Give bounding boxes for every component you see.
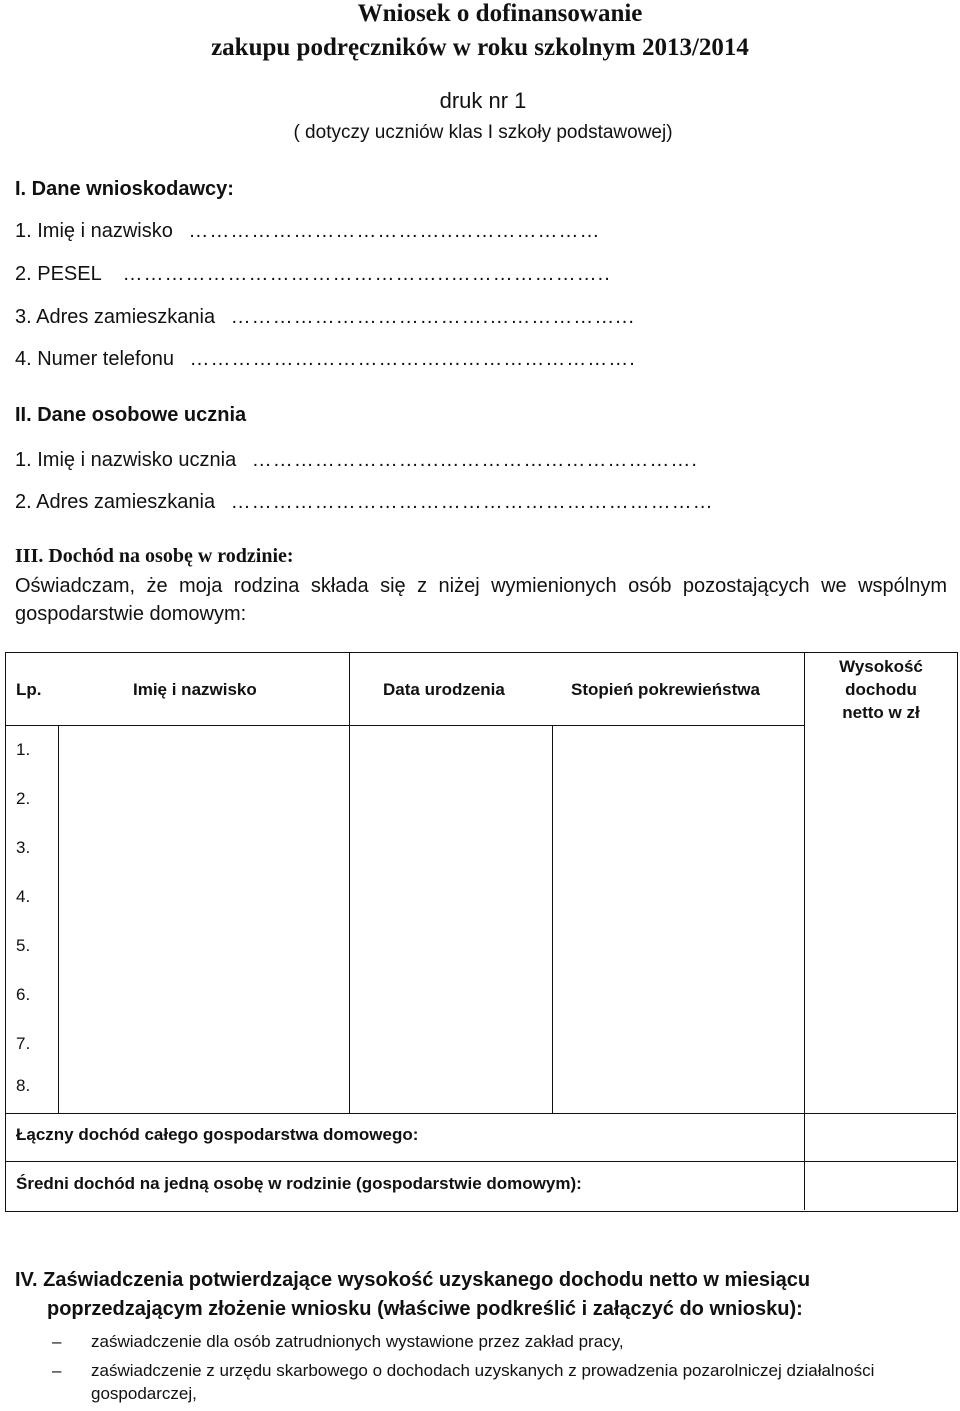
applicant-pesel-field[interactable] <box>15 263 611 286</box>
row-number: 1. <box>16 740 31 759</box>
row-number: 3. <box>16 838 31 857</box>
table-divider <box>804 653 805 1210</box>
header-lp: Lp. <box>16 680 42 699</box>
row-number: 5. <box>16 936 31 955</box>
student-address-dots: …………………………………………………………… <box>230 491 714 513</box>
household-statement: Oświadczam, że moja rodzina składa się z niżej wymienionych osób pozostających we wspólnym gospodarstwie domowym: <box>15 575 947 625</box>
section-3-heading: III. Dochód na osobę w rodzinie: <box>15 545 294 567</box>
table-divider <box>552 725 553 1113</box>
form-scope: ( dotyczy uczniów klas I szkoły podstawowej) <box>293 122 673 143</box>
student-name-field[interactable] <box>15 449 698 472</box>
applicant-phone-dots: ………………………………...……………………. <box>189 348 636 370</box>
section-2-heading: II. Dane osobowe ucznia <box>15 404 247 426</box>
applicant-address-field[interactable] <box>15 306 635 329</box>
section-4-heading-line2: poprzedzającym złożenie wniosku (właściwe podkreślić i załączyć do wniosku): <box>47 1298 803 1320</box>
row-number: 8. <box>16 1076 31 1095</box>
average-income-label: Średni dochód na jedną osobę w rodzinie (gospodarstwie domowym): <box>16 1174 582 1193</box>
applicant-name-label: 1. Imię i nazwisko <box>15 220 173 242</box>
certificate-employer: zaświadczenie dla osób zatrudnionych wystawione przez zakład pracy, <box>91 1332 624 1351</box>
table-sum-divider <box>6 1161 956 1162</box>
applicant-phone-label: 4. Numer telefonu <box>15 348 174 370</box>
table-rows-bottom <box>6 1113 956 1114</box>
row-number: 7. <box>16 1034 31 1053</box>
household-members-table <box>5 652 958 1212</box>
student-address-label: 2. Adres zamieszkania <box>15 491 216 513</box>
header-birth-date: Data urodzenia <box>383 680 505 699</box>
applicant-address-label: 3. Adres zamieszkania <box>15 306 216 328</box>
applicant-phone-field[interactable] <box>15 348 636 371</box>
table-divider <box>349 653 350 1113</box>
form-number: druk nr 1 <box>439 88 527 113</box>
student-name-label: 1. Imię i nazwisko ucznia <box>15 449 237 471</box>
student-name-dots: ……………………...………………………………. <box>251 449 698 471</box>
header-income-line2: dochodu <box>845 680 917 699</box>
student-address-field[interactable] <box>15 491 714 514</box>
dash-bullet: – <box>52 1361 62 1380</box>
row-number: 4. <box>16 887 31 906</box>
section-1-heading: I. Dane wnioskodawcy: <box>15 178 234 200</box>
table-header-border <box>6 725 804 726</box>
applicant-pesel-label: 2. PESEL <box>15 263 101 285</box>
certificate-tax-office: zaświadczenie z urzędu skarbowego o dochodach uzyskanych z prowadzenia pozarolniczej działalności gospodarczej, <box>91 1361 875 1403</box>
header-name: Imię i nazwisko <box>133 680 257 699</box>
header-income-line1: Wysokość <box>839 657 923 676</box>
row-number: 2. <box>16 789 31 808</box>
table-divider <box>58 725 59 1113</box>
applicant-name-field[interactable] <box>15 220 601 243</box>
applicant-pesel-dots: ………………………………………..………………….. <box>122 263 611 285</box>
header-relation: Stopień pokrewieństwa <box>571 680 760 699</box>
list-item[interactable] <box>15 1359 955 1405</box>
section-4-heading-line1: IV. Zaświadczenia potwierdzające wysokość uzyskanego dochodu netto w miesiącu <box>15 1269 811 1291</box>
row-number: 6. <box>16 985 31 1004</box>
section-4-heading <box>15 1266 955 1324</box>
total-income-label: Łączny dochód całego gospodarstwa domowego: <box>16 1125 419 1144</box>
form-title-line1: Wniosek o dofinansowanie <box>357 0 643 27</box>
list-item[interactable] <box>15 1330 955 1353</box>
applicant-name-dots: ………………………………..………………… <box>188 220 601 242</box>
header-income-line3: netto w zł <box>842 703 920 722</box>
dash-bullet: – <box>52 1332 62 1351</box>
form-title-line2: zakupu podręczników w roku szkolnym 2013/2014 <box>211 34 749 61</box>
applicant-address-dots: ……………………………….………………... <box>230 306 635 328</box>
certificate-list <box>15 1330 955 1411</box>
